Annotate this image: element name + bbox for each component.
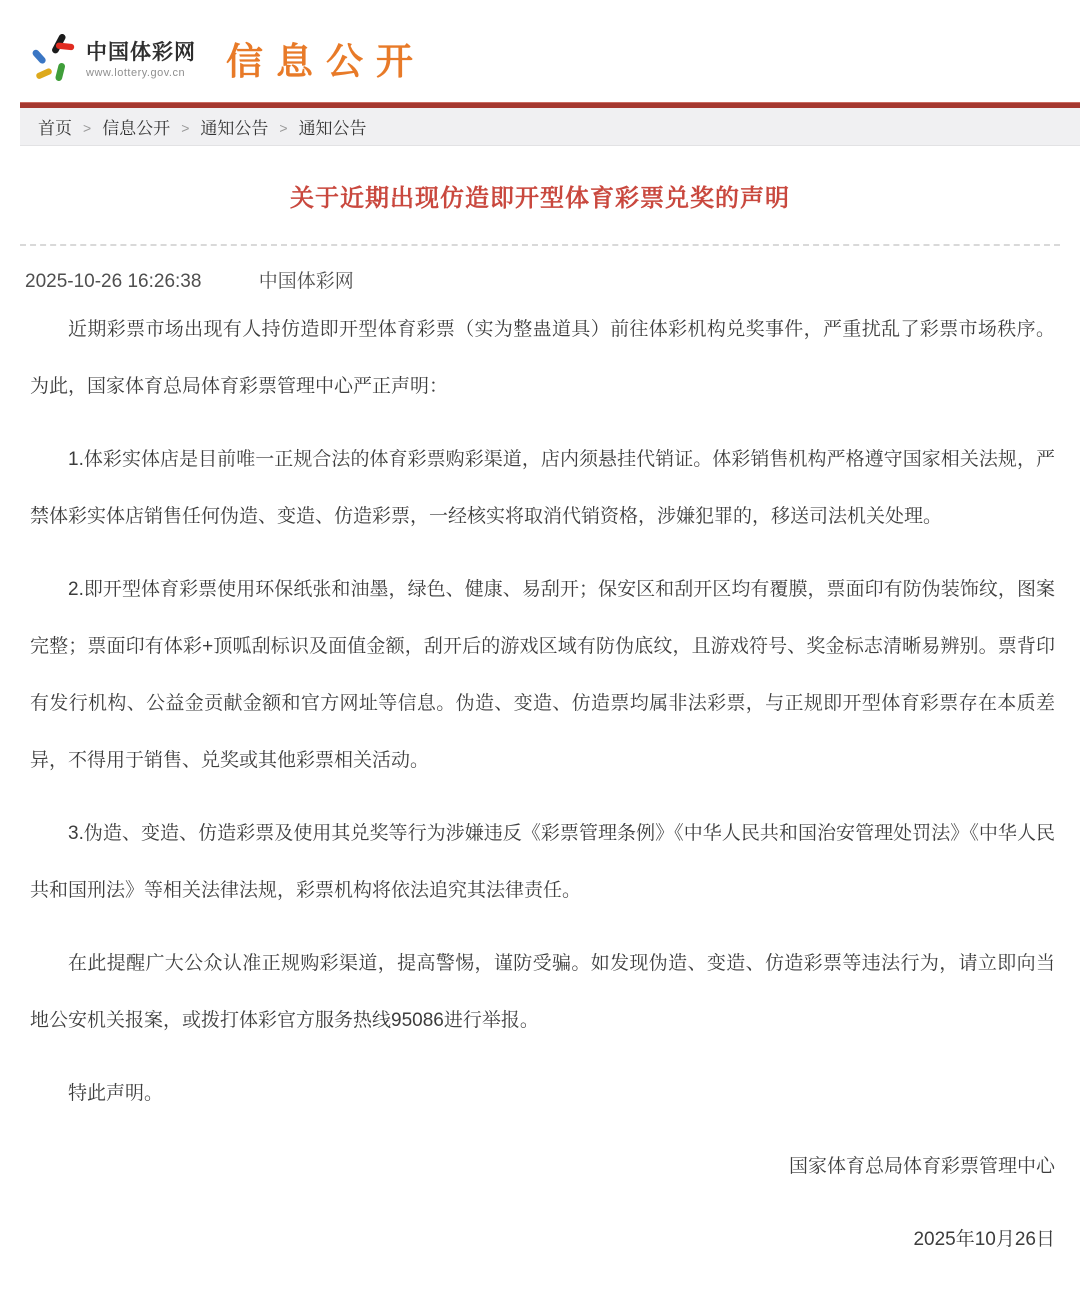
breadcrumb-separator: > <box>181 119 190 136</box>
breadcrumb-separator: > <box>83 119 92 136</box>
article-source: 中国体彩网 <box>258 271 354 293</box>
article-paragraph-item-2: 2.即开型体育彩票使用环保纸张和油墨，绿色、健康、易刮开；保安区和刮开区均有覆膜，票面印有防伪装饰纹，图案完整；票面印有体彩+顶呱刮标识及面值金额，刮开后的游戏区域有防伪底纹，且游戏符号、奖金标志清晰易辨别。票背印有发行机构、公益金贡献金额和官方网址等信息。伪造、变造、仿造票均属非法彩票，与正规即开型体育彩票存在本质差异，不得用于销售、兑奖或其他彩票相关活动。 <box>30 579 1055 772</box>
article-paragraph-item-1: 1.体彩实体店是目前唯一正规合法的体育彩票购彩渠道，店内须悬挂代销证。体彩销售机构严格遵守国家相关法规，严禁体彩实体店销售任何伪造、变造、仿造彩票，一经核实将取消代销资格，涉嫌犯罪的，移送司法机关处理。 <box>30 449 1055 528</box>
breadcrumb-separator: > <box>279 119 288 136</box>
title-divider <box>20 244 1060 246</box>
site-logo[interactable] <box>30 34 196 86</box>
site-url: www.lottery.gov.cn <box>86 67 186 80</box>
section-title: 信息公开 <box>226 40 426 82</box>
site-header <box>0 0 1080 102</box>
breadcrumb-item-home[interactable]: 首页 <box>38 119 72 138</box>
article-paragraph-closing: 特此声明。 <box>68 1083 164 1105</box>
article-container <box>0 183 1080 1268</box>
lottery-logo-icon <box>30 34 78 86</box>
article-signature: 国家体育总局体育彩票管理中心 <box>788 1156 1055 1178</box>
site-name: 中国体彩网 <box>86 40 196 64</box>
article-paragraph-reminder: 在此提醒广大公众认准正规购彩渠道，提高警惕，谨防受骗。如发现伪造、变造、仿造彩票等违法行为，请立即向当地公安机关报案，或拨打体彩官方服务热线95086进行举报。 <box>30 953 1055 1032</box>
article-meta <box>25 266 1080 293</box>
breadcrumb-item-info-disclosure[interactable]: 信息公开 <box>102 119 171 138</box>
article-paragraph-item-3: 3.伪造、变造、仿造彩票及使用其兑奖等行为涉嫌违反《彩票管理条例》《中华人民共和国治安管理处罚法》《中华人民共和国刑法》等相关法律法规，彩票机构将依法追究其法律责任。 <box>30 823 1055 902</box>
article-body <box>30 301 1055 1268</box>
article-title: 关于近期出现仿造即开型体育彩票兑奖的声明 <box>290 185 790 212</box>
article-sign-date: 2025年10月26日 <box>913 1229 1055 1251</box>
breadcrumb-item-notices-current[interactable]: 通知公告 <box>298 119 367 138</box>
breadcrumb <box>20 108 1080 146</box>
publish-datetime: 2025-10-26 16:26:38 <box>25 271 202 293</box>
article-paragraph-intro: 近期彩票市场出现有人持仿造即开型体育彩票（实为整蛊道具）前往体彩机构兑奖事件，严重扰乱了彩票市场秩序。为此，国家体育总局体育彩票管理中心严正声明： <box>30 319 1055 398</box>
logo-text <box>86 41 196 79</box>
breadcrumb-item-notices[interactable]: 通知公告 <box>200 119 269 138</box>
